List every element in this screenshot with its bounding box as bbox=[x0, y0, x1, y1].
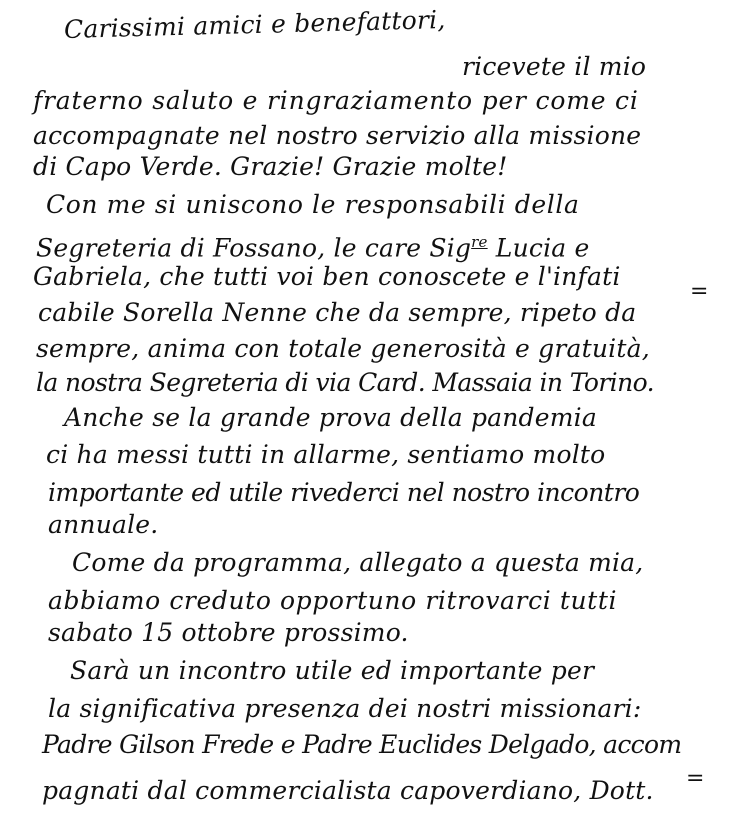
letter-line bbox=[36, 227, 590, 263]
letter-line: abbiamo creduto opportuno ritrovarci tutti bbox=[48, 586, 618, 615]
letter-line: la nostra Segreteria di via Card. Massaia in Torino. bbox=[36, 368, 654, 397]
letter-line: Come da programma, allegato a questa mia, bbox=[72, 548, 644, 577]
letter-line: Padre Gilson Frede e Padre Euclides Delgado, accom bbox=[42, 730, 682, 759]
line-continuation-mark: = bbox=[690, 279, 709, 304]
letter-line-part: Segreteria di Fossano, le care Sig bbox=[36, 233, 472, 263]
line-continuation-mark: = bbox=[686, 766, 705, 791]
letter-line: la significativa presenza dei nostri missionari: bbox=[48, 694, 642, 723]
letter-line: annuale. bbox=[48, 510, 159, 539]
letter-line: sabato 15 ottobre prossimo. bbox=[48, 618, 409, 647]
letter-line: Sarà un incontro utile ed importante per bbox=[70, 656, 595, 685]
letter-line: ci ha messi tutti in allarme, sentiamo molto bbox=[46, 440, 606, 469]
letter-line: di Capo Verde. Grazie! Grazie molte! bbox=[33, 152, 508, 181]
letter-line: cabile Sorella Nenne che da sempre, ripeto da bbox=[38, 298, 637, 327]
letter-line: Gabriela, che tutti voi ben conoscete e l'infati bbox=[33, 262, 621, 291]
letter-line: importante ed utile rivederci nel nostro incontro bbox=[48, 478, 640, 507]
letter-line: sempre, anima con totale generosità e gratuità, bbox=[36, 334, 650, 363]
superscript-abbreviation: re bbox=[471, 233, 488, 251]
letter-line: pagnati dal commercialista capoverdiano, Dott. bbox=[42, 776, 654, 805]
letter-line: Anche se la grande prova della pandemia bbox=[64, 403, 597, 432]
letter-line: accompagnate nel nostro servizio alla missione bbox=[33, 121, 642, 150]
letter-salutation: Carissimi amici e benefattori, bbox=[63, 5, 446, 44]
letter-line: fraterno saluto e ringraziamento per come ci bbox=[33, 86, 639, 115]
letter-line-part: Lucia e bbox=[487, 233, 590, 263]
letter-line: Con me si uniscono le responsabili della bbox=[46, 190, 580, 219]
letter-line: ricevete il mio bbox=[462, 52, 647, 81]
